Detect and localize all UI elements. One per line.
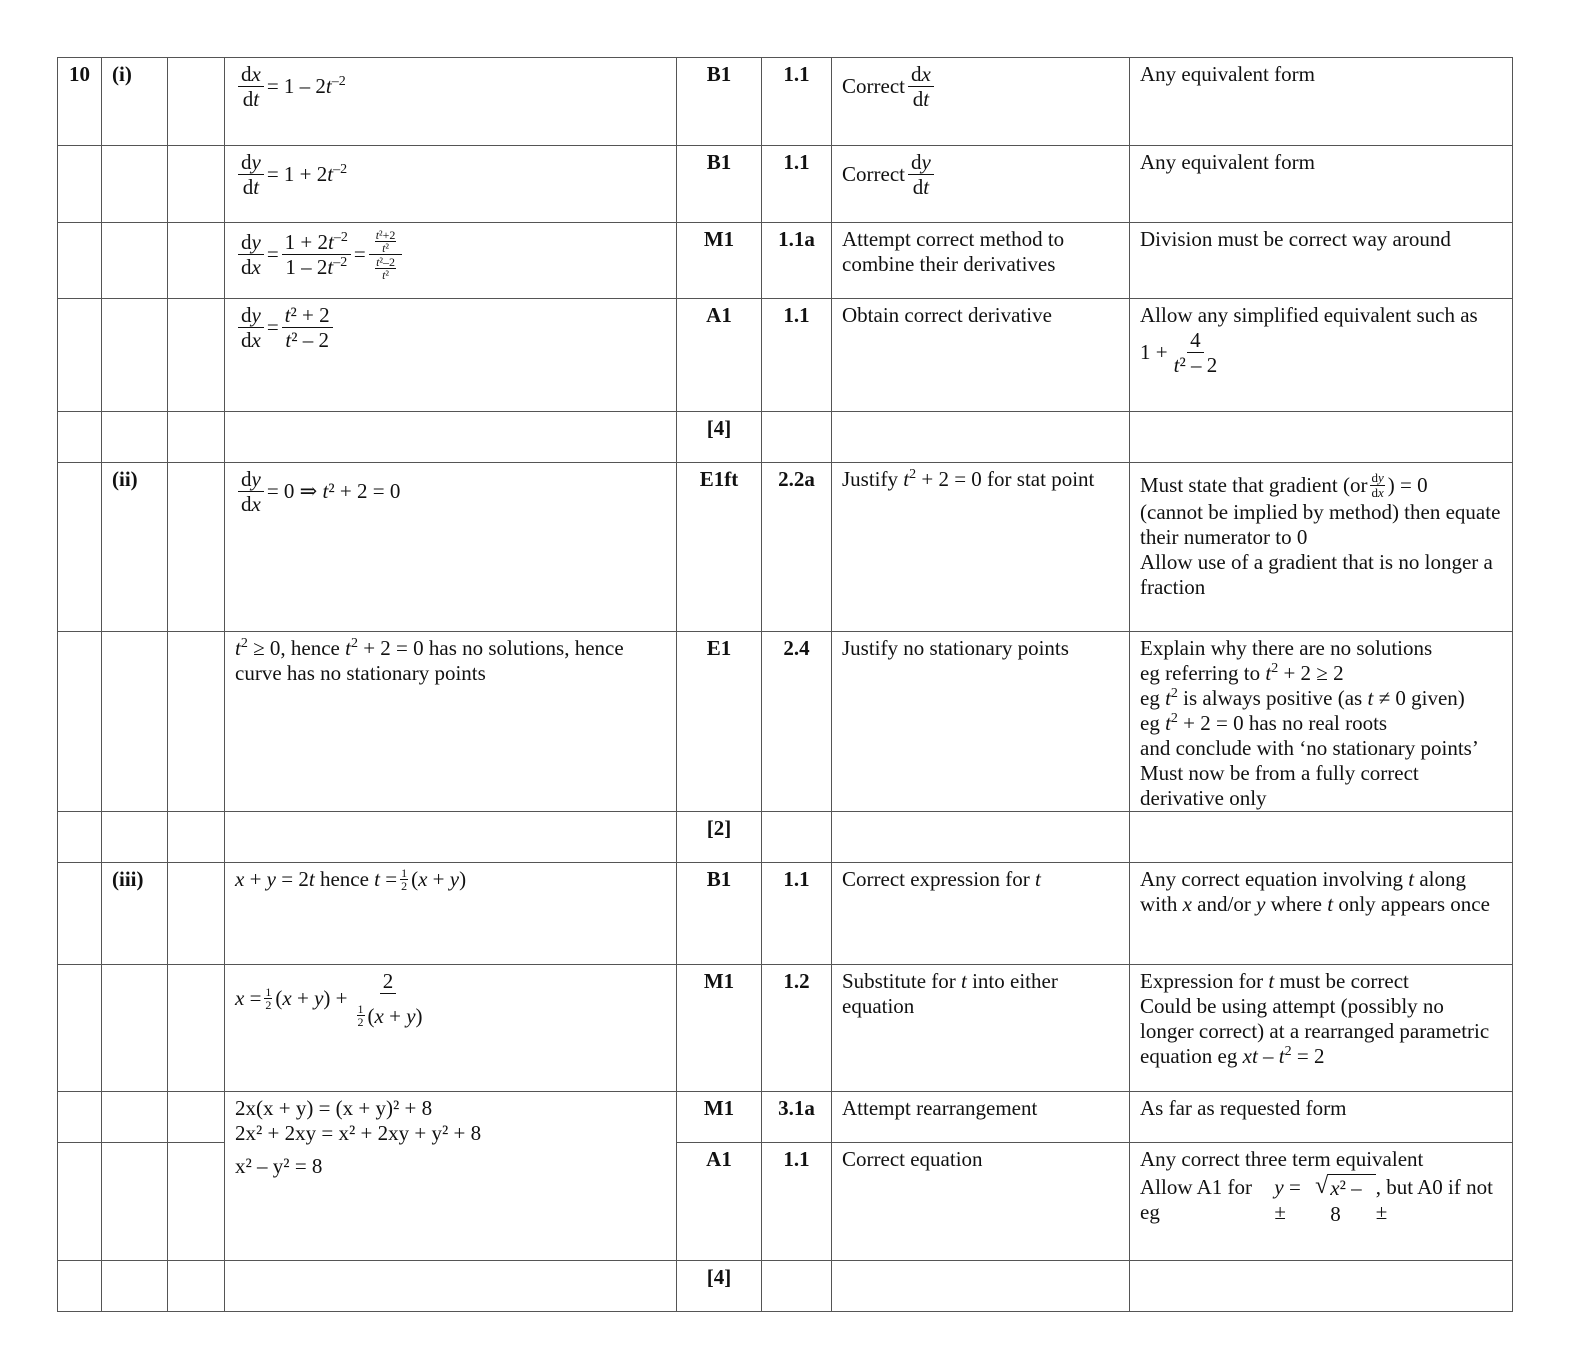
guidance-cell: Explain why there are no solutions eg referring to $t^2 + 2 \ge 2$ eg $t^2$ is always positive (as t ≠ 0 given) eg $t^2 + 2 = 0$ has no real roots and conclude with ‘no stationary points’ Must now be from a fully correct derivative only	[1130, 632, 1513, 812]
table-row	[58, 812, 1513, 863]
table-row	[58, 58, 1513, 146]
table-row	[58, 632, 1513, 812]
table-row	[58, 1261, 1513, 1312]
table-row	[58, 299, 1513, 412]
answer-cell: x + y = 2t hence t = $\frac{1}{2}$ (x + y)	[225, 863, 677, 965]
ao-code: 1.1	[762, 146, 832, 223]
ao-code: 1.1	[762, 58, 832, 146]
part-label-iii: (iii)	[102, 863, 168, 965]
mark-total: [4]	[677, 1261, 762, 1312]
ao-code: 2.4	[762, 632, 832, 812]
mark: M1	[677, 223, 762, 299]
table-row	[58, 412, 1513, 463]
mark: B1	[677, 146, 762, 223]
guidance-cell: Allow any simplified equivalent such as 1 + $\frac{4}{\text{t² – 2}}$	[1130, 299, 1513, 412]
guidance-cell: Division must be correct way around	[1130, 223, 1513, 299]
mark: A1	[677, 299, 762, 412]
guidance-cell: Any correct equation involving t along with x and/or y where t only appears once	[1130, 863, 1513, 965]
guidance-cell: Must state that gradient (or $\frac{dy}{dx}$ ) = 0 (cannot be implied by method) then equate their numerator to 0 Allow use of a gradient that is no longer a fraction	[1130, 463, 1513, 632]
description-cell: Justify no stationary points	[832, 632, 1130, 812]
mark: E1	[677, 632, 762, 812]
ao-code: 2.2a	[762, 463, 832, 632]
ao-code: 1.1a	[762, 223, 832, 299]
mark: M1	[677, 1092, 762, 1143]
answer-cell: $\frac{dy}{dx}$ = $\frac{1 + 2t^{-2}}{1 - 2t^{-2}}$ = $\frac{\frac{\text{t²+2}}{\text{t²}}}{\frac{\text{t²–2}}{\text{t²}}}$	[225, 223, 677, 299]
guidance-cell: As far as requested form	[1130, 1092, 1513, 1143]
answer-cell: $\frac{dy}{dx}$ = $\frac{\text{t² + 2}}{\text{t² – 2}}$	[225, 299, 677, 412]
mark-scheme-table	[57, 57, 1513, 1312]
guidance-cell: Expression for t must be correct Could be using attempt (possibly no longer correct) at a rearranged parametric equation eg xt – $t^2 = 2$	[1130, 965, 1513, 1092]
table-row	[58, 463, 1513, 632]
table-row	[58, 965, 1513, 1092]
table-row	[58, 1092, 1513, 1143]
guidance-cell: Any equivalent form	[1130, 146, 1513, 223]
question-number: 10	[58, 58, 102, 146]
mark: A1	[677, 1143, 762, 1261]
guidance-cell: Any correct three term equivalent Allow A1 for eg y = ± √ x² – 8 , but A0 if not ±	[1130, 1143, 1513, 1261]
answer-cell: $\frac{dy}{dx}$ = 0 ⇒ t² + 2 = 0	[225, 463, 677, 632]
mark-total: [2]	[677, 812, 762, 863]
guidance-cell: Any equivalent form	[1130, 58, 1513, 146]
answer-cell: $t^2 \ge 0$, hence $t^2 + 2 = 0$ has no solutions, hence curve has no stationary points	[225, 632, 677, 812]
description-cell: Attempt correct method to combine their derivatives	[832, 223, 1130, 299]
mark: B1	[677, 863, 762, 965]
answer-cell: 2x(x + y) = (x + y)² + 8 2x² + 2xy = x² + 2xy + y² + 8 x² – y² = 8	[225, 1092, 677, 1261]
mark-total: [4]	[677, 412, 762, 463]
answer-cell: $\frac{dx}{dt}$ = $1 - 2t^{-2}$	[225, 58, 677, 146]
ao-code: 1.1	[762, 863, 832, 965]
part-label-ii: (ii)	[102, 463, 168, 632]
part-label-i: (i)	[102, 58, 168, 146]
table-row	[58, 863, 1513, 965]
description-cell: Substitute for t into either equation	[832, 965, 1130, 1092]
description-cell: Correct equation	[832, 1143, 1130, 1261]
ao-code: 1.2	[762, 965, 832, 1092]
mark: E1ft	[677, 463, 762, 632]
description-cell: Obtain correct derivative	[832, 299, 1130, 412]
answer-cell: x = $\frac{1}{2}$ (x + y) + 2 $\frac{1}{2}$ (x + y)	[225, 965, 677, 1092]
description-cell: Justify $t^2 + 2 = 0$ for stat point	[832, 463, 1130, 632]
answer-cell: $\frac{dy}{dt}$ = $1 + 2t^{-2}$	[225, 146, 677, 223]
table-row	[58, 223, 1513, 299]
description-cell: Correct $\frac{dx}{dt}$	[832, 58, 1130, 146]
table-row	[58, 146, 1513, 223]
description-cell: Correct $\frac{dy}{dt}$	[832, 146, 1130, 223]
description-cell: Correct expression for t	[832, 863, 1130, 965]
description-cell: Attempt rearrangement	[832, 1092, 1130, 1143]
ao-code: 1.1	[762, 1143, 832, 1261]
mark: B1	[677, 58, 762, 146]
mark: M1	[677, 965, 762, 1092]
ao-code: 3.1a	[762, 1092, 832, 1143]
ao-code: 1.1	[762, 299, 832, 412]
